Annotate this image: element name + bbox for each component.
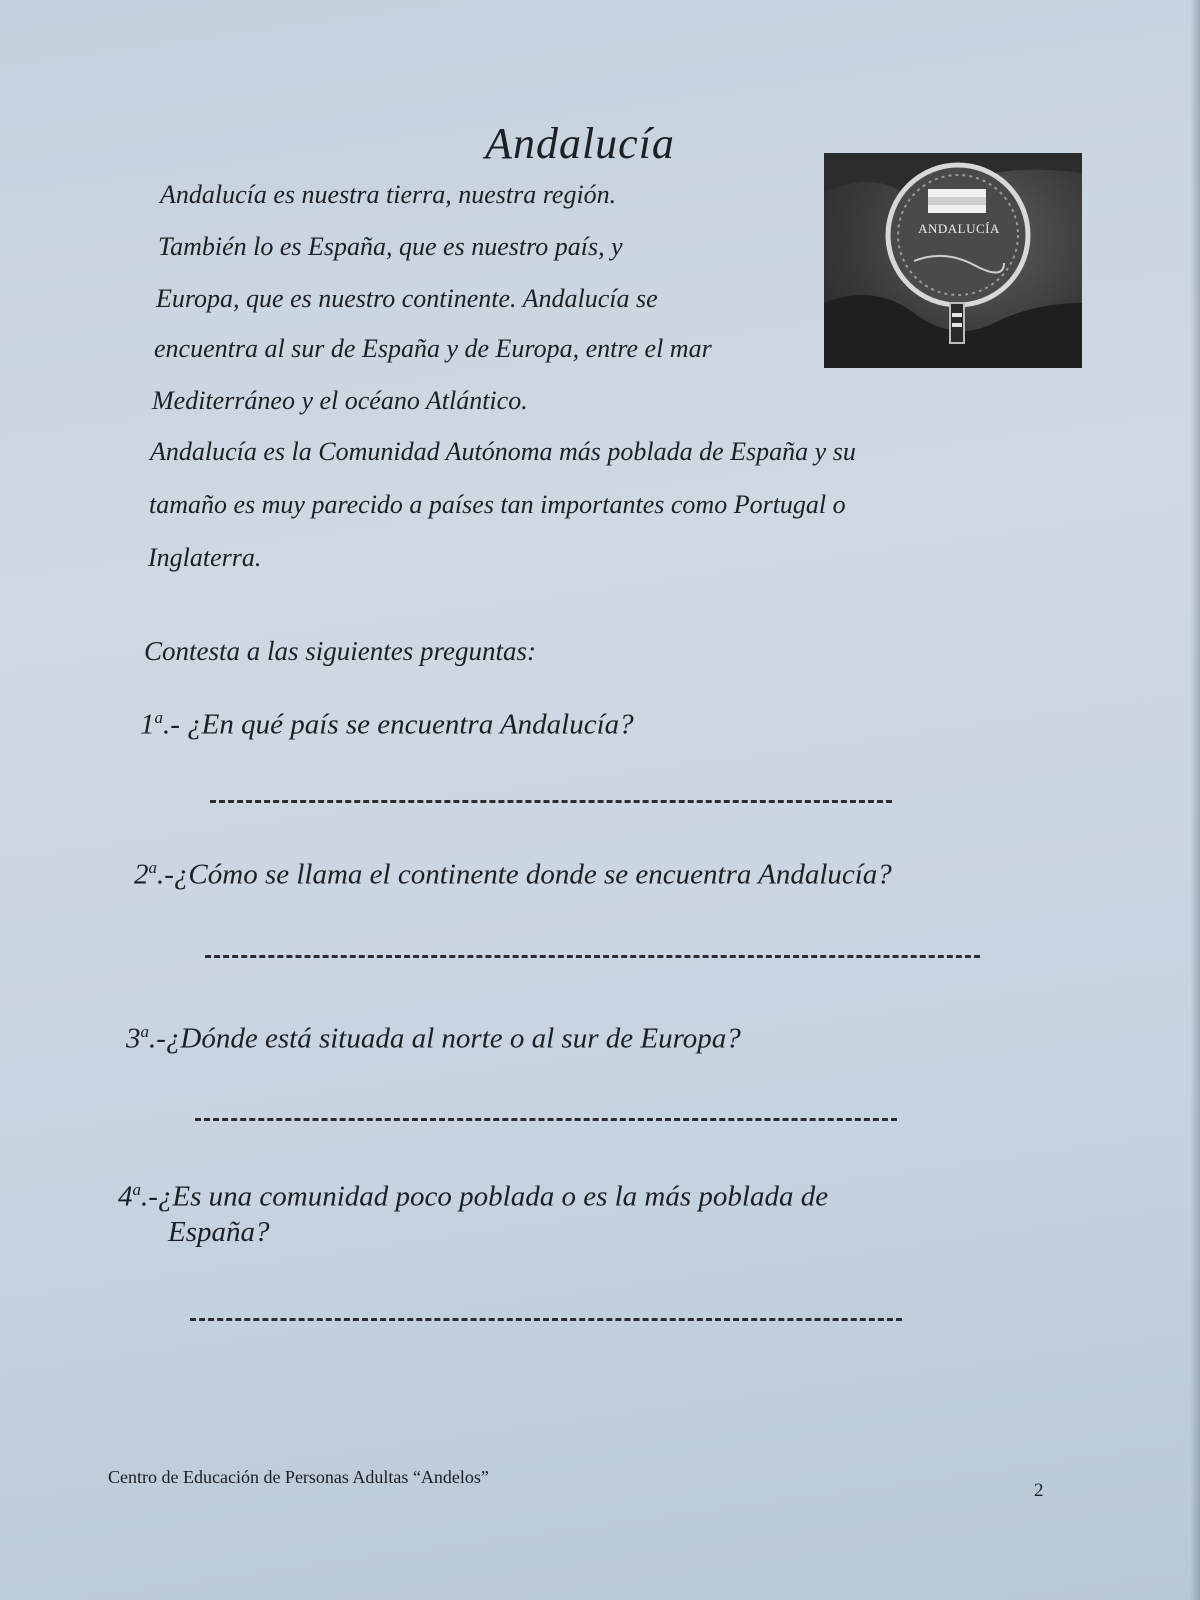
intro-line-6: Andalucía es la Comunidad Autónoma más poblada de España y su [150, 437, 856, 466]
magnifier-map-icon [824, 153, 1082, 368]
emblem-label: ANDALUCÍA [918, 221, 1000, 236]
intro-line-1: Andalucía es nuestra tierra, nuestra región. [160, 180, 617, 209]
question-1-separator: .- [163, 708, 188, 741]
question-3-number: 3 [126, 1022, 141, 1055]
page-edge-shadow [1190, 0, 1200, 1600]
question-1-ordinal: a [154, 708, 163, 727]
question-3-ordinal: a [140, 1022, 149, 1041]
question-4 [118, 1180, 828, 1214]
question-3-text: ¿Dónde está situada al norte o al sur de Europa? [165, 1022, 741, 1055]
question-2-number: 2 [134, 858, 149, 891]
question-1-text: ¿En qué país se encuentra Andalucía? [187, 708, 634, 741]
intro-line-4: encuentra al sur de España y de Europa, entre el mar [154, 334, 712, 363]
question-4-ordinal: a [132, 1180, 141, 1199]
question-1-number: 1 [140, 708, 155, 741]
answer-line-4[interactable] [190, 1318, 902, 1321]
question-3-separator: .- [149, 1022, 166, 1055]
instructions-text: Contesta a las siguientes preguntas: [144, 636, 536, 666]
page-number: 2 [1034, 1480, 1044, 1501]
question-1 [140, 708, 634, 742]
question-4-text: ¿Es una comunidad poco poblada o es la más poblada de [157, 1180, 829, 1213]
question-2 [134, 858, 892, 892]
answer-line-2[interactable] [205, 955, 980, 958]
answer-line-3[interactable] [195, 1118, 897, 1121]
question-2-ordinal: a [148, 858, 157, 877]
intro-line-5: Mediterráneo y el océano Atlántico. [152, 386, 528, 415]
question-4-number: 4 [118, 1180, 133, 1213]
answer-line-1[interactable] [210, 800, 892, 803]
intro-line-8: Inglaterra. [148, 543, 262, 572]
question-2-separator: .- [157, 858, 174, 891]
question-4-continuation: España? [168, 1216, 270, 1248]
intro-line-2: También lo es España, que es nuestro país, y [158, 232, 623, 261]
andalucia-emblem-image [824, 153, 1082, 368]
question-4-separator: .- [141, 1180, 158, 1213]
footer-center-name: Centro de Educación de Personas Adultas “Andelos” [108, 1467, 489, 1487]
page-title: Andalucía [485, 119, 675, 168]
intro-line-3: Europa, que es nuestro continente. Andalucía se [156, 284, 658, 313]
intro-line-7: tamaño es muy parecido a países tan importantes como Portugal o [149, 490, 846, 519]
question-2-text: ¿Cómo se llama el continente donde se encuentra Andalucía? [173, 858, 892, 891]
question-3 [126, 1022, 741, 1056]
